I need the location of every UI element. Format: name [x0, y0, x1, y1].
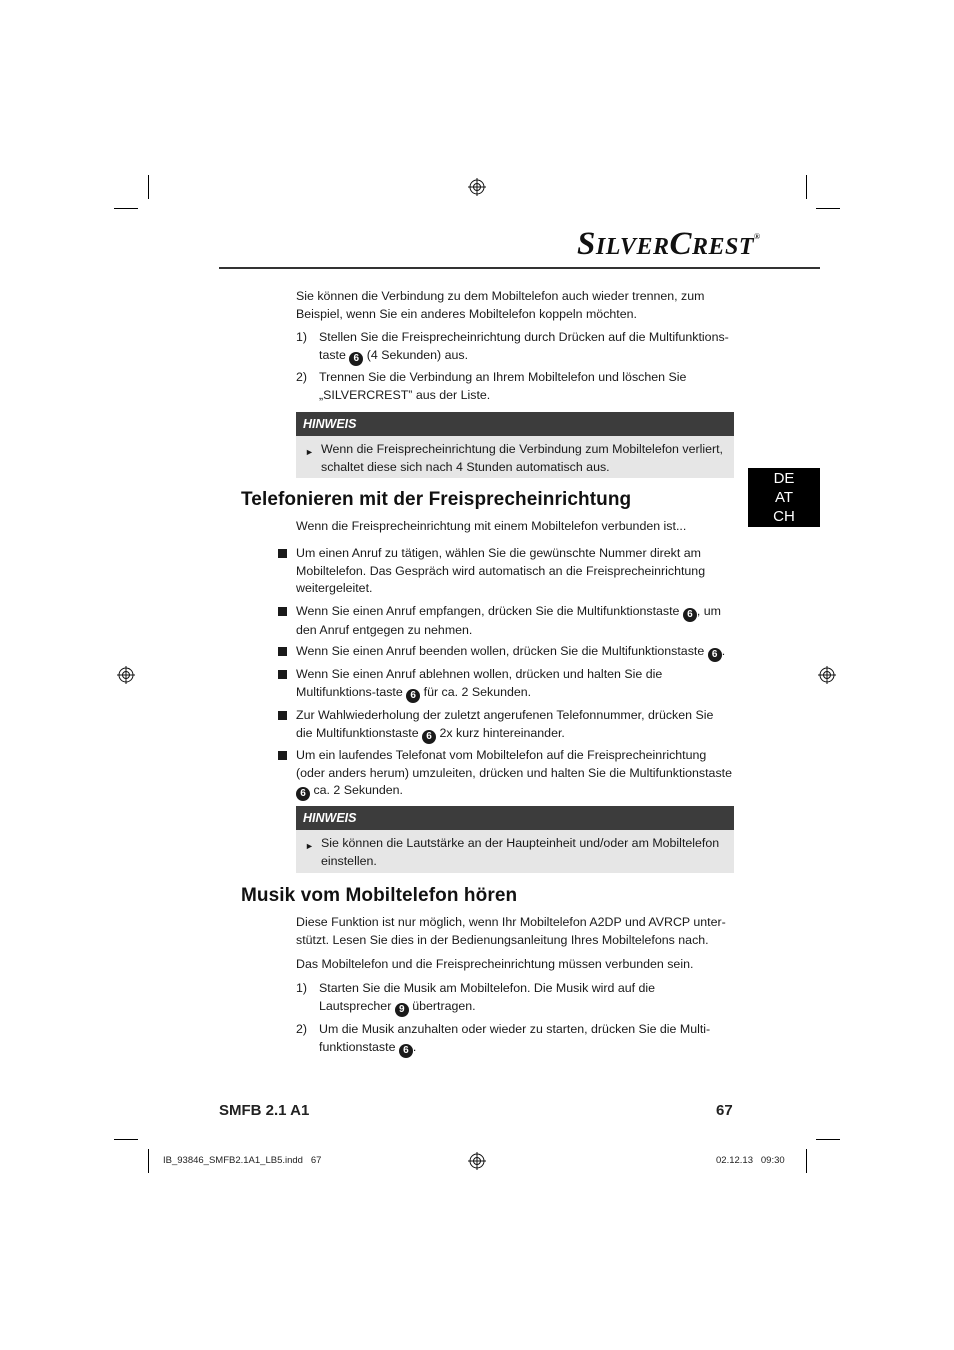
- reference-number-badge: 6: [349, 352, 363, 366]
- paragraph: Diese Funktion ist nur möglich, wenn Ihr Mobiltelefon A2DP und AVRCP unter-stützt. Lesen Sie dies in der Bedienungsanleitung Ihres Mobiltelefons nach.: [296, 915, 726, 947]
- bullet-marker: [278, 549, 287, 558]
- registration-crosshair-icon: [468, 178, 486, 196]
- bullet-text: Wenn Sie einen Anruf ablehnen wollen, drücken und halten Sie die Multifunktions-taste 6 für ca. 2 Sekunden.: [296, 667, 663, 701]
- step-number: 1): [296, 330, 308, 344]
- note-header: HINWEIS: [296, 412, 734, 436]
- bullet-text: Um einen Anruf zu tätigen, wählen Sie die gewünschte Nummer direkt am Mobiltelefon. Das Gespräch wird automatisch an die Freisprecheinrichtung weitergeleitet.: [296, 546, 706, 595]
- crop-mark: [148, 1149, 149, 1173]
- bullet-text: Wenn Sie einen Anruf empfangen, drücken Sie die Multifunktionstaste 6 , um den Anruf entgegen zu nehmen.: [296, 604, 721, 637]
- bullet-text: Zur Wahlwiederholung der zuletzt angerufenen Telefonnummer, drücken Sie die Multifunktionstaste 6 2x kurz hintereinander.: [296, 708, 714, 742]
- step-number: 1): [296, 981, 308, 995]
- bullet-text: Um ein laufendes Telefonat vom Mobiltelefon auf die Freisprecheinrichtung (oder anders herum) umzuleiten, drücken und halten Sie die Multifunktionstaste 6 ca. 2 Sekunden.: [296, 748, 732, 799]
- bullet-marker: [278, 670, 287, 679]
- crop-mark: [148, 175, 149, 199]
- slug-date: 02.12.13 09:30: [716, 1155, 785, 1166]
- page-number: 67: [716, 1102, 733, 1119]
- bullet-marker: [278, 647, 287, 656]
- registration-crosshair-icon: [818, 666, 836, 684]
- bullet-marker: [278, 751, 287, 760]
- bullet-text: Wenn Sie einen Anruf beenden wollen, drücken Sie die Multifunktionstaste 6 .: [296, 644, 726, 660]
- language-tab: DE AT CH: [748, 468, 820, 527]
- crop-mark: [816, 208, 840, 209]
- step-number: 2): [296, 1022, 308, 1036]
- crop-mark: [816, 1139, 840, 1140]
- registration-crosshair-icon: [468, 1152, 486, 1170]
- section-heading: Musik vom Mobiltelefon hören: [241, 885, 518, 906]
- note-body: ► Wenn die Freisprecheinrichtung die Verbindung zum Mobiltelefon verliert, schaltet diese sich nach 4 Stunden automatisch aus.: [296, 436, 734, 478]
- section-lead: Wenn die Freisprecheinrichtung mit einem Mobiltelefon verbunden ist...: [296, 519, 687, 533]
- section-heading: Telefonieren mit der Freisprecheinrichtung: [241, 489, 632, 510]
- brand-logo: SILVERCREST®: [577, 226, 761, 262]
- reference-number-badge: 6: [406, 689, 420, 703]
- crop-mark: [114, 1139, 138, 1140]
- reference-number-badge: 6: [422, 730, 436, 744]
- registration-crosshair-icon: [117, 666, 135, 684]
- header-rule: [219, 267, 820, 269]
- footer-model: SMFB 2.1 A1: [219, 1102, 310, 1119]
- bullet-marker: [278, 711, 287, 720]
- reference-number-badge: 6: [296, 787, 310, 801]
- reference-number-badge: 6: [708, 648, 722, 662]
- step-number: 2): [296, 370, 308, 384]
- slug-filename: IB_93846_SMFB2.1A1_LB5.indd 67: [163, 1155, 322, 1166]
- paragraph: Das Mobiltelefon und die Freisprecheinrichtung müssen verbunden sein.: [296, 957, 694, 971]
- note-header: HINWEIS: [296, 806, 734, 830]
- reference-number-badge: 6: [399, 1044, 413, 1058]
- crop-mark: [806, 175, 807, 199]
- step-text: Starten Sie die Musik am Mobiltelefon. Die Musik wird auf die Lautsprecher 9 übertragen.: [319, 981, 656, 1015]
- arrow-right-icon: ►: [305, 447, 314, 457]
- bullet-marker: [278, 607, 287, 616]
- reference-number-badge: 6: [683, 608, 697, 622]
- step-text: Um die Musik anzuhalten oder wieder zu starten, drücken Sie die Multi-funktionstaste 6 .: [319, 1022, 711, 1056]
- intro-paragraph: Sie können die Verbindung zu dem Mobiltelefon auch wieder trennen, zum Beispiel, wenn Sie ein anderes Mobiltelefon koppeln möchten.: [296, 289, 705, 321]
- reference-number-badge: 9: [395, 1003, 409, 1017]
- crop-mark: [114, 208, 138, 209]
- step-text: Stellen Sie die Freisprecheinrichtung durch Drücken auf die Multifunktions-taste 6 (4 Sekunden) aus.: [319, 330, 729, 364]
- crop-mark: [806, 1149, 807, 1173]
- step-text: Trennen Sie die Verbindung an Ihrem Mobiltelefon und löschen Sie „SILVERCREST” aus der Liste.: [319, 370, 687, 402]
- note-body: ► Sie können die Lautstärke an der Haupteinheit und/oder am Mobiltelefon einstellen.: [296, 830, 734, 873]
- arrow-right-icon: ►: [305, 841, 314, 851]
